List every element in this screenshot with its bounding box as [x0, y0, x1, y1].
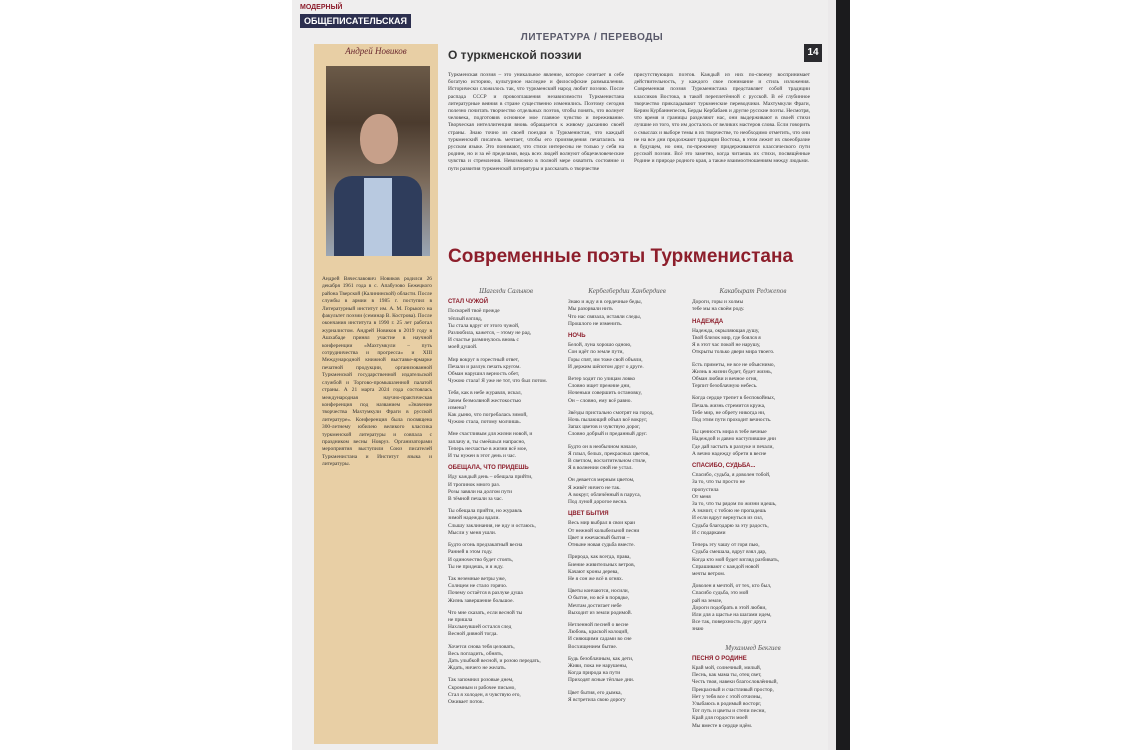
poem-line: Мне счастливым для жизни новой, и — [448, 431, 533, 438]
poem-line: моей душой. — [448, 344, 478, 351]
poem-line: Белой, луна хорошо одною, — [568, 342, 632, 349]
poem-line: Мечтам достигает небе — [568, 602, 622, 609]
poem-line: Качают кроны дерева, — [568, 568, 619, 575]
poem-line: Зачем безмолвной жестокостью — [448, 397, 521, 404]
poem-line: Край мой, солнечный, милый, — [692, 664, 762, 671]
poem-stanza — [692, 299, 814, 313]
poem-stanza — [568, 444, 686, 473]
poem-line: Судьба смешала, вдруг взял дар, — [692, 549, 767, 556]
poem-line: Или для а щастье на шагами идем, — [692, 611, 772, 618]
poem-line: Нет у тебя все с этой отчизны, — [692, 693, 762, 700]
poem-line: А значит, с тобою не пропадешь — [692, 508, 767, 515]
poem-stanza — [448, 357, 564, 386]
poem-line: Дороги подобрать в этой любви, — [692, 604, 767, 611]
poem-line: Он девается мерным цветом, — [568, 477, 635, 484]
poem-line: Ранней в этом году. — [448, 549, 493, 556]
poem-line: От нежной колыбельной песни — [568, 527, 640, 534]
poet-column-2 — [568, 288, 686, 748]
poem-line: Что нас связала, истаяли следы, — [568, 313, 642, 320]
poem-stanza — [568, 690, 686, 704]
poem-line: Когда сердце трепет в беспокойных, — [692, 395, 776, 402]
poem-line: И с подарками — [692, 529, 726, 536]
poem-line: В светлом, восхитительном стиле, — [568, 458, 647, 465]
poem-stanza — [568, 588, 686, 617]
poem-title: СТАЛ ЧУЖОЙ — [448, 299, 489, 306]
poem-line: Край для гордости моей — [692, 715, 748, 722]
poem-line: Горы спят, им тоже свой объяли, — [568, 356, 643, 363]
poem-stanza — [448, 610, 564, 639]
poem-stanza — [448, 542, 564, 571]
poem-line: За то, что ты просто не — [692, 479, 745, 486]
poem-line: зимой надежды вдали. — [448, 515, 500, 522]
poem-line: А вечно надежду обрети в весне — [692, 450, 767, 457]
poem-line: Дать улыбкой весной, и розою передать, — [448, 657, 541, 664]
poem-line: Отныне новая судьба вместе. — [568, 542, 635, 549]
poem-line: И счастье разминулось вновь с — [448, 337, 519, 344]
poem-line: И держим шёпотом друг о друге. — [568, 363, 644, 370]
poem-line: Будто он в необычном начале, — [568, 443, 638, 450]
poem-line: Тот путь и цветы и степи песни, — [692, 708, 766, 715]
poem-line: Надеждой и давно наступившие дни — [692, 436, 776, 443]
poem-line: Чужою стала! Я уже не тот, что был потом. — [448, 378, 547, 385]
poem-line: Доволен я мечтой, от тех, кто был, — [692, 583, 772, 590]
poem-line: Живи, пока не нарушены, — [568, 662, 628, 669]
poem-line: заплачу я, ты смеёшься напрасно, — [448, 438, 526, 445]
poem-line: знаю — [692, 626, 704, 633]
poem-line: Дороги, горы и холмы — [692, 299, 744, 306]
poem-title: СПАСИБО, СУДЬБА... — [692, 463, 756, 470]
poem-line: не пришла — [448, 616, 473, 623]
poem-line: Жизнь завершение большое. — [448, 597, 514, 604]
poem-stanza — [692, 665, 814, 730]
poem-stanza — [448, 390, 564, 426]
poet-column-3 — [692, 288, 814, 748]
portrait-face — [360, 114, 398, 164]
poem-line: Знаю и жду я в сердечные беды, — [568, 299, 642, 306]
poem-line: Солнцем не стало горячо. — [448, 583, 508, 590]
poem-line: Слышу заклинания, не иду и остаюсь, — [448, 522, 536, 529]
poem-line: Где дай застыть в разлуке и печали, — [692, 443, 774, 450]
poem-stanza — [448, 644, 564, 673]
poem-title: НОЧЬ — [568, 333, 586, 340]
poem-line: В тёмной печали за час. — [448, 496, 503, 503]
poet-name: Кербелбердии Ханбердиев — [588, 288, 666, 295]
article-column-2: присутствующих поэтов. Каждый из них по-своему воспринимает действительность, у каждого свое понимание и стиль изложения. Современная поэзия Туркменистана представляет собой традиции классиков Востока, в такой переплетённой с русской. В её глубинное творчество прикладывают туркменские переводчики. Махтумкули Фраги, Керим Курбаннепесов, Берды Кербабаев и другие русские поэты. Несмотря, что время и границы разделяют нас, они выдерживают в своей стихи лучшие из того, что им досталось от великих мастеров слова. Если говорить о смыслах и выборе темы в их творчестве, то необходимо отметить, что они не на все дни продолжают традиции Востока, в этом лежит их своеобразие в будущем, но они, по-прежнему придерживаются классического пути русской поэзии. Всё это заметно, когда читаешь их стихи, посвящённые Родине и природе родного края, а также взаимоотношениям между людьми. — [634, 72, 810, 165]
poem-line: Не я сон же всё в огнях. — [568, 575, 624, 582]
poem-line: Запах цветов и чувствую дорог, — [568, 424, 641, 431]
poem-line: Разлюбила, кажется, – этому не рад, — [448, 330, 532, 337]
masthead-top: МОДЕРНЫЙ — [300, 4, 343, 11]
poem-line: Ты обещала прийти, но журавль — [448, 508, 523, 515]
poet-name: Какабырат Реджепов — [719, 288, 787, 295]
poem-line: измена? — [448, 404, 467, 411]
poem-line: Весь погладить, обнять, — [448, 650, 504, 657]
poem-line: Весной дивной тогда. — [448, 631, 498, 638]
poem-line: Жизнь в жизни будет, будет жизнь, — [692, 368, 773, 375]
poem-line: Ночь пылающий объял всё вокруг, — [568, 417, 648, 424]
poem-line: Хочется снова тебя целовать, — [448, 643, 515, 650]
poem-line: Нетленной песней о весне — [568, 621, 629, 628]
poem-line: Цвет и ежечасный бытия – — [568, 534, 630, 541]
poem-line: Песнь, как мама ты, отец свет, — [692, 672, 762, 679]
poem-stanza — [568, 622, 686, 651]
poem-title: ПЕСНЯ О РОДИНЕ — [692, 655, 747, 662]
poem-stanza — [568, 656, 686, 685]
poem-line: Так неземные ветры уже, — [448, 575, 507, 582]
poem-line: Нахлынувшей остался след — [448, 624, 512, 631]
poem-stanza — [568, 299, 686, 328]
poem-line: Есть приметы, не все не объяснимо, — [692, 361, 775, 368]
poet-column-1 — [448, 288, 564, 748]
poem-line: Ты не придешь, и я жду. — [448, 563, 504, 570]
poem-line: Он – словно, ему всё равно. — [568, 397, 632, 404]
poem-stanza — [568, 477, 686, 506]
poem-line: Спасибо судьба, это мой — [692, 590, 749, 597]
poem-line: тёплый взгляд, — [448, 315, 483, 322]
masthead-title: ОБЩЕПИСАТЕЛЬСКАЯ — [300, 14, 411, 28]
poem-stanza — [692, 472, 814, 537]
poem-line: Восхищением бытие. — [568, 643, 618, 650]
poem-line: Весь мир выбрал в свои краи — [568, 520, 636, 527]
poem-line: Обман любви и вечное огня, — [692, 376, 758, 383]
poem-line: Любовь, краской колоций, — [568, 629, 629, 636]
poem-line: И если вдруг вернуться из сил, — [692, 515, 764, 522]
poem-line: Как дыню, что погребалась зимой, — [448, 412, 528, 419]
poem-line: И тропинок много раз. — [448, 481, 501, 488]
poem-stanza — [568, 342, 686, 371]
poem-line: Спрашивают с каждой новой — [692, 563, 759, 570]
poem-line: Честь твоя, навеки благословлённый, — [692, 679, 778, 686]
poem-line: Тебе мир, не обрету никогда ни, — [692, 409, 766, 416]
poem-line: И одиночество будет стоять, — [448, 556, 514, 563]
poem-title: ЦВЕТ БЫТИЯ — [568, 511, 609, 518]
poem-line: Прошлого не изменить. — [568, 320, 623, 327]
poem-line: Мысли у меня ушли. — [448, 529, 497, 536]
poem-line: Природа, как всегда, права, — [568, 554, 631, 561]
poem-line: Ждать, ничего не желать. — [448, 665, 507, 672]
poem-line: Мы разорвали нить — [568, 306, 613, 313]
poem-stanza — [568, 376, 686, 405]
poem-line: Открыты только двери мира твоего. — [692, 349, 775, 356]
poem-line: тебе мы на своём роду. — [692, 306, 745, 313]
poet-name: Шагелди Салыков — [479, 288, 533, 295]
poem-line: Когда кто мой будет взгляд разбивать, — [692, 556, 779, 563]
poem-title: ОБЕЩАЛА, ЧТО ПРИДЕШЬ — [448, 465, 529, 472]
poem-line: Цвет бытия, его дымка, — [568, 689, 622, 696]
poem-line: Оживает поток. — [448, 698, 484, 705]
poem-line: Стал я холоден, я чувствую его, — [448, 691, 521, 698]
poem-line: Печаль жизнь стремится кружа, — [692, 402, 766, 409]
poem-line: Ветер ходит по улицам ловко — [568, 376, 636, 383]
poem-line: Я в волнении сной не устал. — [568, 465, 633, 472]
poem-line: Иду каждый день – обещала прийти, — [448, 474, 533, 481]
poem-line: Все так, поверхность друг друга — [692, 619, 767, 626]
poem-line: Почему остаётся в разлуке душа — [448, 590, 523, 597]
poem-line: Печали и разлук печать кругом. — [448, 363, 521, 370]
poem-line: Ноченьки совершить остановку, — [568, 390, 642, 397]
page-number: 14 — [804, 44, 822, 62]
poem-line: И сияющими садами во сне — [568, 636, 632, 643]
poem-line: Будь безоблачным, как дети, — [568, 655, 634, 662]
masthead — [300, 4, 420, 32]
poem-line: мечты ветром. — [692, 570, 726, 577]
poem-line: Теперь несчастье в жизни всё мое, — [448, 445, 528, 452]
poem-line: Когда природа на пути — [568, 670, 621, 677]
monitor-bezel — [836, 0, 850, 750]
poem-line: Твой близок мир, где боялся я — [692, 335, 761, 342]
poem-line: Теперь эту чашу от горя пью, — [692, 542, 760, 549]
poem-line: Под луной дорогое весна. — [568, 499, 628, 506]
poem-line: А вокруг, обличённый в паруса, — [568, 491, 641, 498]
poem-line: Так запомнил розовые днем, — [448, 677, 514, 684]
poem-line: Прекрасный и счастливый простор, — [692, 686, 774, 693]
poem-line: Приходят ясные тёплые дни. — [568, 677, 635, 684]
poem-title: НАДЕЖДА — [692, 318, 724, 325]
poem-stanza — [692, 362, 814, 391]
magazine-page — [292, 0, 828, 750]
poem-stanza — [692, 429, 814, 458]
poem-stanza — [692, 395, 814, 424]
poem-stanza — [568, 410, 686, 439]
poem-line: Мы вместе в сердце идём. — [692, 722, 753, 729]
poem-line: Тебя, как в небе журавля, искал, — [448, 390, 522, 397]
poem-line: Ты стала вдруг от этого чужой, — [448, 322, 520, 329]
poem-line: Я живёт ничего не так. — [568, 484, 621, 491]
poets-heading: Современные поэты Туркменистана — [448, 246, 794, 267]
poem-line: Что мне сказать, если весной ты — [448, 609, 523, 616]
poem-line: Сон идёт по земле пути, — [568, 349, 624, 356]
poem-line: Звёзды пристально смотрят на город, — [568, 409, 654, 416]
poem-line: Поскорей твоё прежде — [448, 308, 500, 315]
poem-stanza — [448, 474, 564, 503]
poem-line: Терпит безоблачную небесь. — [692, 383, 758, 390]
poem-line: Цветы кончаются, носили, — [568, 588, 630, 595]
portrait-photo — [326, 66, 430, 256]
poem-line: Чужою стала, потому молчишь. — [448, 419, 521, 426]
poem-line: Я встретила свою дорогу — [568, 696, 626, 703]
poem-stanza — [692, 328, 814, 357]
author-bio: Андрей Вячеславович Новиков родился 26 декабря 1961 года в с. Апабузово Бежецкого района Тверской (Калининской) области. После службы в армии в 1985 г. поступил в Литературный институт им. А. М. Горького на факультет поэзии (семинар В. Кострова). После окончания института в 1990 г. 25 лет работал журналистом. Андрей Новиков в 2019 году в Ашхабаде принял участие в научной конференции «Махтумкули – путь сотрудничества и прогресса» и XIII Международной книжной выставке-ярмарке печатной продукции, организованной Туркменской государственной издательской службой и Торгово-промышленной палатой страны. А 21 марта 2024 года состоялась международная научно-практическая конференция под названием «Значение творчества Махтумкули Фраги в русской литературе». Конференция была посвящена 300-летнему юбилею великого классика туркменской литературы и совпала с праздником весны Новруз. Организаторами мероприятия выступили Союз писателей Туркменистана и Институт языка и литературы. — [322, 276, 432, 468]
author-sidebar — [314, 44, 438, 744]
poem-line: За то, что ты рядом по жизни идешь, — [692, 501, 777, 508]
poem-line: Судьба благодарю за эту радость, — [692, 522, 769, 529]
poem-line: пропустила — [692, 486, 719, 493]
poem-stanza — [448, 576, 564, 605]
poem-line: рай на земле, — [692, 597, 723, 604]
article-title: О туркменской поэзии — [448, 48, 582, 62]
poem-stanza — [448, 508, 564, 537]
poem-line: Словно добрый и преданный друг. — [568, 431, 648, 438]
poem-line: Обман нарушил верность обет, — [448, 371, 520, 378]
author-name: Андрей Новиков — [345, 46, 407, 56]
poem-stanza — [692, 583, 814, 633]
poem-stanza — [568, 554, 686, 583]
poem-line: От меня — [692, 493, 711, 500]
poem-stanza — [448, 431, 564, 460]
poem-stanza — [692, 542, 814, 578]
poem-line: Будто огонь предзакатный весна — [448, 542, 523, 549]
poem-stanza — [448, 677, 564, 706]
portrait-shirt — [364, 178, 392, 256]
poem-line: Словно ищет прежние дни, — [568, 383, 631, 390]
poem-line: Выходит из земли родимой. — [568, 609, 632, 616]
poem-line: Надежда, окрыляющая душу, — [692, 327, 760, 334]
poem-line: Спасибо, судьба, я доволен тобой, — [692, 472, 771, 479]
article-column-1: Туркменская поэзия – это уникальное явление, которое сочетает в себе богатую историю, культурное наследие и философские размышления. Исторически сложилось так, что туркменский народ любит поэзию. После распада СССР и провозглашения независимости Туркменистана литературные веяния в стране существенно изменились. Поэтому сегодня полезно почитать творчество отдельных поэтов, чтобы понять, что волнует человека, подготовив основное мое главное чувство и переживание. Творческая интеллигенция вновь обращается к живому дыханию своей страны. Знаю точно из своей поездки в Туркменистан, что каждый туркменский писатель мечтает, чтобы его произведения печатались на русском языке. Это понимают, что стихи интересны не только у себя на родине, но и за её пределами, ведь всех людей волнуют общечеловеческие чувства и стремления. Невозможно в полной мере охватить состояние и пути развития туркменской литературы и рассказать о творчестве — [448, 72, 624, 172]
poem-line: Улыбаюсь в родимый восторг, — [692, 700, 762, 707]
section-header: ЛИТЕРАТУРА / ПЕРЕВОДЫ — [520, 32, 664, 43]
poem-line: Скромным и рабочее письмо, — [448, 684, 516, 691]
poem-line: Под этим пути проходит вечность. — [692, 417, 772, 424]
poem-line: О бытие, но всё в порядке, — [568, 595, 630, 602]
poem-line: Мир вокруг в горестный ответ, — [448, 356, 519, 363]
poem-line: Ты ценность мира в тебе вечные — [692, 429, 767, 436]
poem-stanza — [448, 308, 564, 351]
poet-name: Мухаммед Бекгиев — [725, 643, 781, 652]
poem-line: Биение живительных ветров, — [568, 561, 635, 568]
poem-line: И ты нужен в этот день и час. — [448, 453, 517, 460]
poem-line: Розы завяли на долгом пути — [448, 488, 512, 495]
poem-line: Я плыл, белых, прекрасных цветов, — [568, 450, 650, 457]
poem-stanza — [568, 520, 686, 549]
poem-line: Я в этот час покой не нарушу, — [692, 342, 761, 349]
